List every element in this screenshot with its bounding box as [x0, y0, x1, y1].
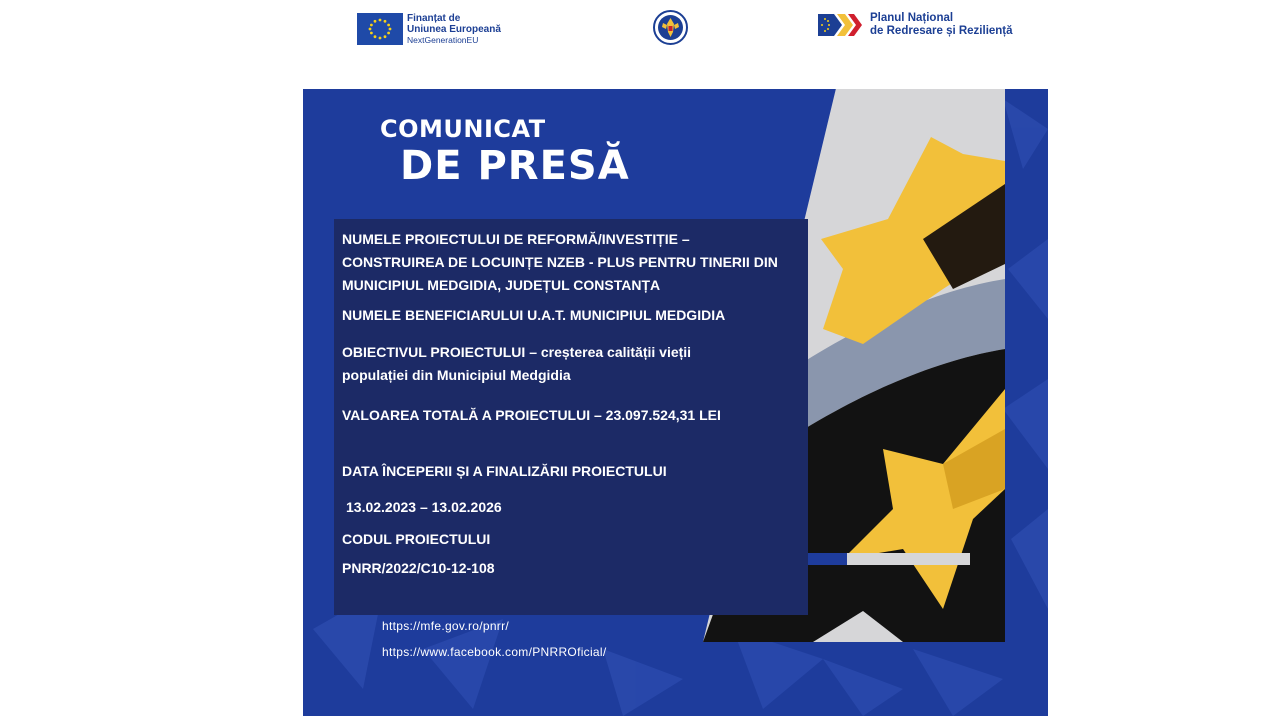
- eu-funding-text: [407, 13, 501, 46]
- pnrr-text-line1: Planul Național: [870, 12, 954, 24]
- pnrr-logo: [818, 12, 1013, 38]
- project-name-line-1: NUMELE PROIECTULUI DE REFORMĂ/INVESTIȚIE –: [342, 231, 690, 247]
- code-value: PNRR/2022/C10-12-108: [342, 560, 495, 576]
- title-line-2: DE PRESĂ: [400, 143, 630, 189]
- dates-value: 13.02.2023 – 13.02.2026: [346, 499, 502, 515]
- objective-line-1: OBIECTIVUL PROIECTULUI – creșterea calității vieții: [342, 344, 692, 360]
- title-line-1: COMUNICAT: [380, 115, 546, 143]
- project-name-line-3: MUNICIPIUL MEDGIDIA, JUDEȚUL CONSTANȚA: [342, 277, 661, 293]
- press-release-poster: [303, 89, 1048, 716]
- dates-label: DATA ÎNCEPERII ȘI A FINALIZĂRII PROIECTULUI: [342, 463, 667, 479]
- objective-line-2: populației din Municipiul Medgidia: [342, 367, 571, 383]
- romanian-government-emblem-icon: [653, 10, 688, 45]
- eu-text-line2: Uniunea Europeană: [407, 23, 501, 35]
- pnrr-text-line2: de Redresare și Reziliență: [870, 25, 1013, 37]
- code-label: CODUL PROIECTULUI: [342, 531, 491, 547]
- pnrr-arrows-icon: [818, 12, 864, 38]
- beneficiary-text: NUMELE BENEFICIARULUI U.A.T. MUNICIPIUL MEDGIDIA: [342, 307, 726, 323]
- eu-text-line1: Finanțat de: [407, 12, 461, 24]
- pnrr-text: [870, 12, 1013, 38]
- eu-funding-logo: [357, 12, 501, 46]
- eu-text-line3: NextGenerationEU: [407, 34, 479, 45]
- project-name-line-2: CONSTRUIREA DE LOCUINȚE NZEB - PLUS PENTRU TINERII DIN: [342, 254, 778, 270]
- mfe-link[interactable]: https://mfe.gov.ro/pnrr/: [382, 619, 510, 633]
- total-value-text: VALOAREA TOTALĂ A PROIECTULUI – 23.097.524,31 LEI: [342, 407, 721, 423]
- eu-flag-icon: [357, 13, 403, 45]
- facebook-link[interactable]: https://www.facebook.com/PNRROficial/: [382, 645, 607, 659]
